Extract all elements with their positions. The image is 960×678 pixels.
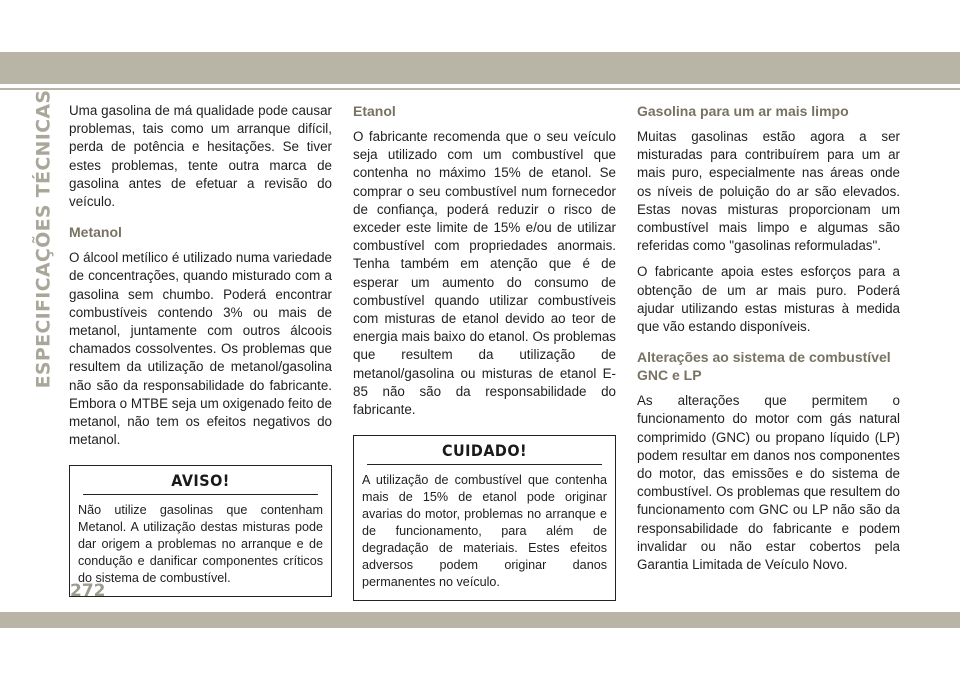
- support-paragraph: O fabricante apoia estes esforços para a obtenção de um ar mais puro. Poderá ajudar utilizando estas misturas à medida que vão estando disponíveis.: [637, 264, 900, 335]
- column-left: [69, 102, 332, 597]
- caution-box: [353, 435, 616, 601]
- column-middle: [353, 102, 616, 601]
- page-number: 272: [70, 581, 106, 601]
- clean-air-paragraph: Muitas gasolinas estão agora a ser misturadas para contribuírem para um ar mais puro, especialmente nas áreas onde os níveis de poluição do ar são elevados. Estas novas misturas proporcionam um combustível mais limpo e algumas são referidas como "gasolinas reformuladas".: [637, 129, 900, 254]
- heading-metanol: Metanol: [69, 224, 122, 241]
- warning-text: Não utilize gasolinas que contenham Metanol. A utilização destas misturas pode dar origem a problemas no arranque e de condução e danificar componentes críticos do sistema de combustível.: [78, 503, 323, 586]
- heading-clean-air: Gasolina para um ar mais limpo: [637, 103, 849, 119]
- etanol-paragraph: O fabricante recomenda que o seu veículo seja utilizado com um combustível que contenha no máximo 15% de etanol. Se comprar o seu combustível num fornecedor de confiança, poderá reduzir o risco de exceder este limite de 15% e/ou de utilizar combustível com propriedades anormais. Tenha também em atenção que é de esperar um aumento do consumo de combustível quando utilizar combustíveis com misturas de etanol devido ao teor de energia mais baixo do etanol. Os problemas que resultem da utilização de metanol/gasolina ou misturas de etanol E-85 não são da responsabilidade do fabricante.: [353, 129, 616, 418]
- header-rule: [0, 88, 960, 90]
- caution-text: A utilização de combustível que contenha mais de 15% de etanol pode originar avarias do motor, problemas no arranque e de funcionamento, para além de degradação de materiais. Estes efeitos adversos podem originar danos permanentes no veículo.: [362, 473, 607, 590]
- metanol-paragraph: O álcool metílico é utilizado numa variedade de concentrações, quando misturado com a gasolina sem chumbo. Poderá encontrar combustíveis contendo 3% ou mais de metanol, juntamente com outros álcoois chamados cossolventes. Os problemas que resultem da utilização de metanol/gasolina não são da responsabilidade do fabricante. Embora o MTBE seja um oxigenado feito de metanol, não tem os efeitos negativos do metanol.: [69, 250, 332, 448]
- header-band: [0, 52, 960, 84]
- side-title-text: ESPECIFICAÇÕES TÉCNICAS: [32, 89, 54, 389]
- column-right: [637, 102, 900, 582]
- heading-gnc-lp: Alterações ao sistema de combustível GNC e LP: [637, 349, 891, 384]
- warning-title: AVISO!: [83, 466, 318, 495]
- warning-box: [69, 465, 332, 597]
- section-side-title: [31, 89, 55, 389]
- footer-band: [0, 612, 960, 628]
- gnc-lp-paragraph: As alterações que permitem o funcionamento do motor com gás natural comprimido (GNC) ou propano líquido (LP) podem resultar em danos nos componentes do motor, das emissões e do sistema de combustível. Os problemas que resultem do funcionamento com GNC ou LP não são da responsabilidade do fabricante e podem invalidar ou não estar cobertos pela Garantia Limitada de Veículo Novo.: [637, 393, 900, 573]
- heading-etanol: Etanol: [353, 103, 396, 119]
- intro-paragraph: Uma gasolina de má qualidade pode causar problemas, tais como um arranque difícil, perda de potência e hesitações. Se tiver estes problemas, tente outra marca de gasolina antes de efetuar a revisão do veículo.: [69, 103, 332, 210]
- caution-title: CUIDADO!: [367, 436, 602, 465]
